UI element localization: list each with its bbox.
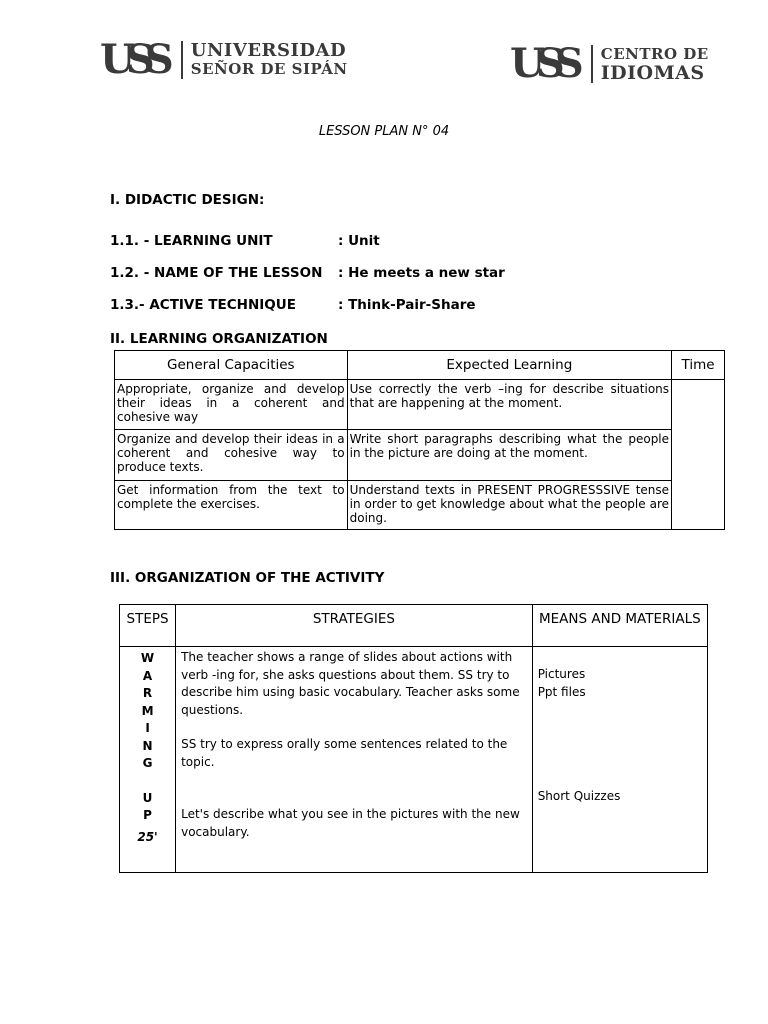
means-cell xyxy=(532,647,707,873)
language-center-line2: IDIOMAS xyxy=(600,62,705,84)
university-name-line2: SEÑOR DE SIPÁN xyxy=(190,60,348,78)
language-center-logo xyxy=(510,40,709,87)
step-letter: M xyxy=(141,703,154,718)
step-letter: N xyxy=(142,738,153,753)
step-time: 25' xyxy=(137,829,158,844)
info-value: : He meets a new star xyxy=(338,265,505,281)
info-label: 1.1. - LEARNING UNIT xyxy=(110,233,273,249)
strategy-text: SS try to express orally some sentences related to the topic. xyxy=(181,737,508,769)
learning-organization-table xyxy=(114,350,725,530)
strategy-text: Let's describe what you see in the pictures with the new vocabulary. xyxy=(181,807,520,839)
header-time: Time xyxy=(672,351,725,380)
steps-cell xyxy=(120,647,176,873)
university-name xyxy=(191,41,348,79)
strategy-text: The teacher shows a range of slides about actions with verb -ing for, she asks questions about them. SS try to describe him using basic vocabulary. Teacher asks some questions. xyxy=(181,650,520,717)
header-expected-learning: Expected Learning xyxy=(347,351,671,380)
table-row xyxy=(115,430,725,481)
info-learning-unit xyxy=(110,233,380,249)
capacity-cell: Organize and develop their ideas in a coherent and cohesive way to produce texts. xyxy=(115,430,348,481)
header-steps: STEPS xyxy=(120,605,176,647)
university-logo xyxy=(100,36,348,83)
table-row xyxy=(115,380,725,430)
capacity-cell: Get information from the text to complete the exercises. xyxy=(115,481,348,530)
section-didactic-design: I. DIDACTIC DESIGN: xyxy=(110,192,265,208)
strategies-cell xyxy=(176,647,533,873)
logo-divider xyxy=(591,45,593,83)
header-general-capacities: General Capacities xyxy=(115,351,348,380)
page-title xyxy=(0,124,768,139)
language-center-line1: CENTRO DE xyxy=(600,45,709,63)
header-means-materials: MEANS AND MATERIALS xyxy=(532,605,707,647)
step-letter: R xyxy=(142,686,153,700)
uss-logo-mark: USS xyxy=(510,40,575,87)
step-letter: P xyxy=(143,808,152,823)
step-spacer xyxy=(125,773,170,790)
language-center-name xyxy=(601,45,709,83)
material-item: Pictures xyxy=(537,667,586,681)
step-letter: G xyxy=(142,756,153,770)
table-row xyxy=(120,647,708,873)
section-learning-organization: II. LEARNING ORGANIZATION xyxy=(110,331,328,347)
info-label: 1.3.- ACTIVE TECHNIQUE xyxy=(110,297,296,313)
uss-logo-mark: USS xyxy=(100,36,165,83)
expected-learning-cell: Use correctly the verb –ing for describe situations that are happening at the moment. xyxy=(347,380,671,430)
info-value: : Unit xyxy=(338,233,380,249)
expected-learning-cell: Write short paragraphs describing what the people in the picture are doing at the moment. xyxy=(347,430,671,481)
step-letter: U xyxy=(142,790,153,805)
table-row xyxy=(115,481,725,530)
expected-learning-cell: Understand texts in PRESENT PROGRESSSIVE tense in order to get knowledge about what the people are doing. xyxy=(347,481,671,530)
section-organization-activity: III. ORGANIZATION OF THE ACTIVITY xyxy=(110,570,385,586)
info-active-technique xyxy=(110,297,476,313)
header-strategies: STRATEGIES xyxy=(176,605,533,647)
lesson-plan-title: LESSON PLAN N° 04 xyxy=(318,124,450,139)
logo-divider xyxy=(181,41,183,79)
material-item: Ppt files xyxy=(537,684,586,699)
info-label: 1.2. - NAME OF THE LESSON xyxy=(110,265,323,281)
capacity-cell: Appropriate, organize and develop their ideas in a coherent and cohesive way xyxy=(115,380,348,430)
table-header-row xyxy=(115,351,725,380)
university-name-line1: UNIVERSIDAD xyxy=(190,40,347,61)
step-letter: I xyxy=(145,721,150,735)
material-item: Short Quizzes xyxy=(537,789,621,803)
time-cell xyxy=(672,380,725,530)
step-letter: W xyxy=(140,651,155,665)
activity-organization-table xyxy=(119,604,708,873)
step-letter: A xyxy=(142,668,153,683)
table-header-row xyxy=(120,605,708,647)
info-value: : Think-Pair-Share xyxy=(338,297,476,313)
info-lesson-name xyxy=(110,265,505,281)
